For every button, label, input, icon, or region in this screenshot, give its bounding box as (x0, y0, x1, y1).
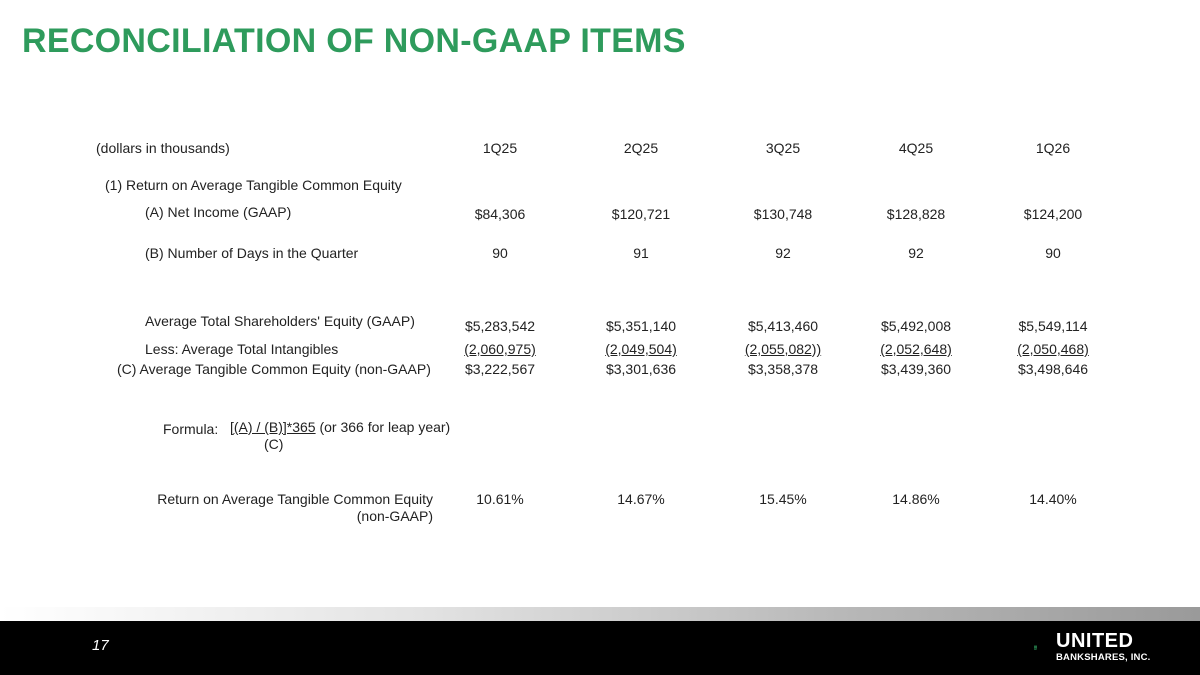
formula-expression (230, 419, 450, 435)
logo-text-bankshares: BANKSHARES, INC. (1056, 652, 1151, 663)
row-label-net-income: (A) Net Income (GAAP) (145, 204, 292, 220)
units-label: (dollars in thousands) (96, 140, 230, 156)
table-cell: $5,492,008 (880, 318, 952, 334)
table-cell: (2,055,082)) (744, 341, 822, 357)
row-label-days: (B) Number of Days in the Quarter (145, 245, 359, 261)
table-cell: 90 (1045, 245, 1061, 261)
row-label-rotce-sub: (non-GAAP) (356, 508, 433, 524)
page-title: RECONCILIATION OF NON-GAAP ITEMS (22, 22, 686, 60)
formula-suffix: (or 366 for leap year) (315, 419, 451, 435)
table-cell: $130,748 (753, 206, 813, 222)
table-cell: $5,549,114 (1018, 318, 1088, 334)
table-cell: $3,498,646 (1017, 361, 1089, 377)
footer-gradient-band (0, 607, 1200, 621)
table-cell: (2,052,648) (880, 341, 952, 357)
page-number: 17 (92, 637, 109, 654)
table-cell: $3,301,636 (605, 361, 677, 377)
table-cell: $120,721 (611, 206, 671, 222)
table-cell: $3,222,567 (464, 361, 536, 377)
column-header: 1Q26 (1035, 140, 1071, 156)
table-cell: 14.40% (1029, 491, 1077, 507)
footer-bar (0, 621, 1200, 675)
table-cell: $84,306 (474, 206, 526, 222)
column-header: 1Q25 (482, 140, 518, 156)
table-cell: 10.61% (476, 491, 524, 507)
formula-numerator: [(A) / (B)]*365 (230, 419, 316, 435)
table-cell: 92 (775, 245, 791, 261)
table-cell: (2,049,504) (605, 341, 677, 357)
table-cell: 91 (633, 245, 649, 261)
table-cell: 90 (492, 245, 508, 261)
united-bankshares-logo-icon (1034, 633, 1054, 663)
column-header: 3Q25 (765, 140, 801, 156)
row-label-tangible-equity: (C) Average Tangible Common Equity (non-GAAP) (117, 361, 431, 377)
table-cell: (2,050,468) (1017, 341, 1089, 357)
column-header: 2Q25 (623, 140, 659, 156)
logo-text-united: UNITED (1056, 630, 1134, 652)
table-cell: $5,283,542 (464, 318, 536, 334)
table-cell: 14.67% (617, 491, 665, 507)
row-label-rotce: Return on Average Tangible Common Equity (157, 491, 433, 507)
table-cell: $3,439,360 (880, 361, 952, 377)
table-cell: (2,060,975) (464, 341, 536, 357)
table-cell: $5,351,140 (605, 318, 677, 334)
formula-denominator: (C) (264, 436, 284, 452)
table-cell: 15.45% (759, 491, 807, 507)
formula-label: Formula: (163, 421, 219, 437)
row-label-intangibles: Less: Average Total Intangibles (145, 341, 339, 357)
table-cell: 14.86% (892, 491, 940, 507)
section-label: (1) Return on Average Tangible Common Equity (105, 177, 402, 193)
table-cell: $5,413,460 (747, 318, 819, 334)
column-header: 4Q25 (898, 140, 934, 156)
row-label-avg-equity: Average Total Shareholders' Equity (GAAP) (145, 313, 415, 329)
table-cell: $124,200 (1023, 206, 1083, 222)
table-cell: $3,358,378 (747, 361, 819, 377)
table-cell: 92 (908, 245, 924, 261)
table-cell: $128,828 (886, 206, 946, 222)
